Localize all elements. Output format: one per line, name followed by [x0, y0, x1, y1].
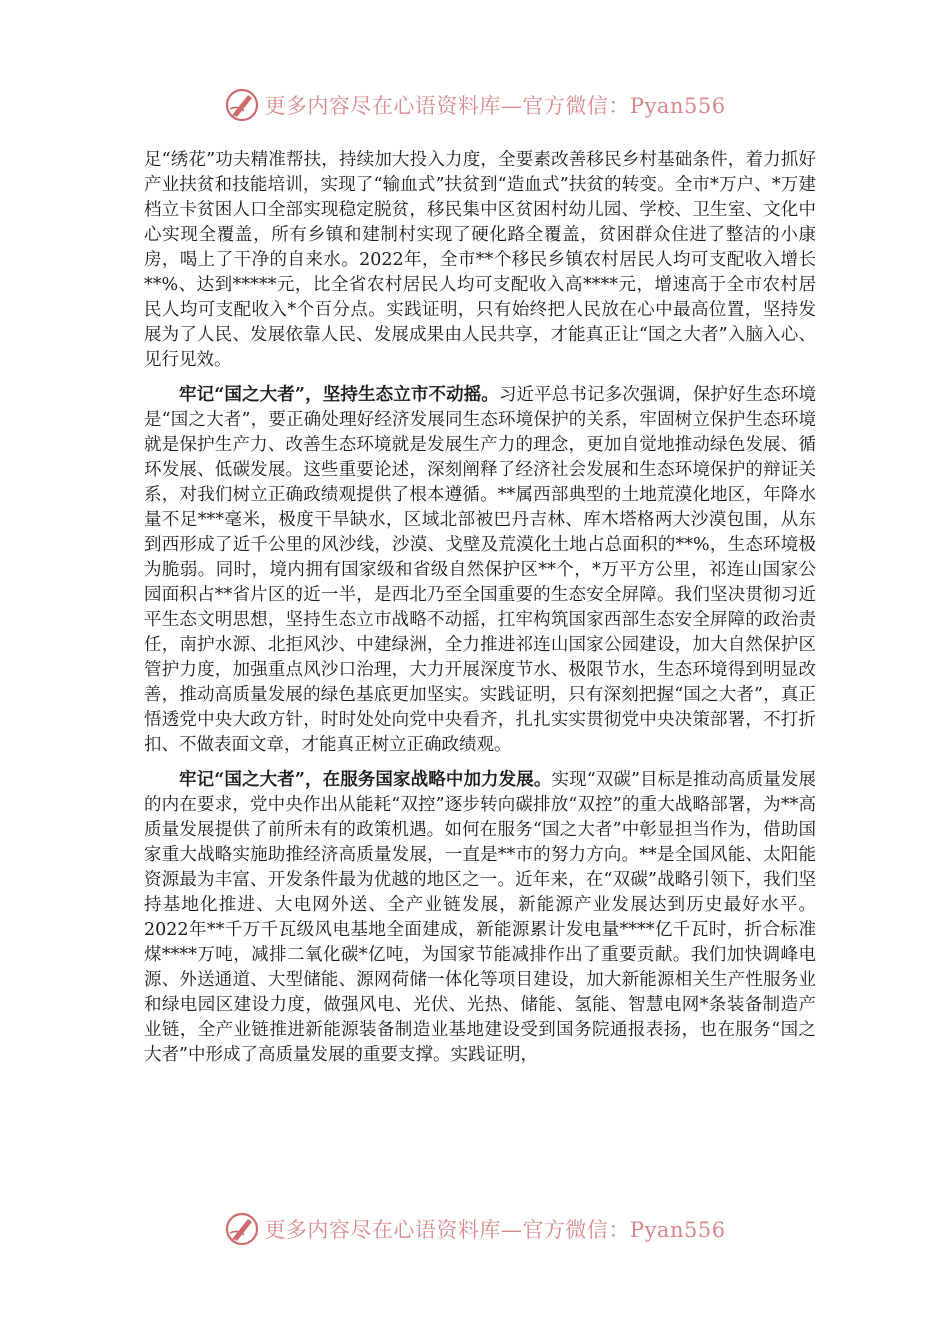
pen-logo-icon	[224, 1211, 260, 1247]
document-body	[144, 148, 816, 1078]
banner-text: 更多内容尽在心语资料库—官方微信：Pyan556	[264, 94, 726, 118]
paragraph-3	[144, 768, 816, 1068]
paragraph-2	[144, 383, 816, 758]
header-banner	[0, 80, 950, 130]
paragraph-2-heading: 牢记“国之大者”，坚持生态立市不动摇。	[179, 385, 499, 405]
banner-text: 更多内容尽在心语资料库—官方微信：Pyan556	[264, 1218, 726, 1242]
pen-logo-icon	[224, 87, 260, 123]
paragraph-1	[144, 148, 816, 373]
paragraph-3-heading: 牢记“国之大者”，在服务国家战略中加力发展。	[179, 770, 552, 790]
footer-banner	[0, 1204, 950, 1254]
paragraph-3-body: 实现“双碳”目标是推动高质量发展的内在要求，党中央作出从能耗“双控”逐步转向碳排放“双控”的重大战略部署，为**高质量发展提供了前所未有的政策机遇。如何在服务“国之大者”中彰显担当作为，借助国家重大战略实施助推经济高质量发展，一直是**市的努力方向。**是全国风能、太阳能资源最为丰富、开发条件最为优越的地区之一。近年来，在“双碳”战略引领下，我们坚持基地化推进、大电网外送、全产业链发展，新能源产业发展达到历史最好水平。2022年**千万千瓦级风电基地全面建成，新能源累计发电量****亿千瓦时，折合标准煤****万吨，减排二氧化碳*亿吨，为国家节能减排作出了重要贡献。我们加快调峰电源、外送通道、大型储能、源网荷储一体化等项目建设，加大新能源相关生产性服务业和绿电园区建设力度，做强风电、光伏、光热、储能、氢能、智慧电网*条装备制造产业链，全产业链推进新能源装备制造业基地建设受到国务院通报表扬，也在服务“国之大者”中形成了高质量发展的重要支撑。实践证明，	[144, 770, 816, 1065]
paragraph-2-body: 习近平总书记多次强调，保护好生态环境是“国之大者”，要正确处理好经济发展同生态环境保护的关系，牢固树立保护生态环境就是保护生产力、改善生态环境就是发展生产力的理念，更加自觉地推动绿色发展、循环发展、低碳发展。这些重要论述，深刻阐释了经济社会发展和生态环境保护的辩证关系，对我们树立正确政绩观提供了根本遵循。**属西部典型的土地荒漠化地区，年降水量不足***毫米，极度干旱缺水，区域北部被巴丹吉林、库木塔格两大沙漠包围，从东到西形成了近千公里的风沙线，沙漠、戈壁及荒漠化土地占总面积的**%，生态环境极为脆弱。同时，境内拥有国家级和省级自然保护区**个，*万平方公里，祁连山国家公园面积占**省片区的近一半，是西北乃至全国重要的生态安全屏障。我们坚决贯彻习近平生态文明思想，坚持生态立市战略不动摇，扛牢构筑国家西部生态安全屏障的政治责任，南护水源、北拒风沙、中建绿洲，全力推进祁连山国家公园建设，加大自然保护区管护力度，加强重点风沙口治理，大力开展深度节水、极限节水，生态环境得到明显改善，推动高质量发展的绿色基底更加坚实。实践证明，只有深刻把握“国之大者”，真正悟透党中央大政方针，时时处处向党中央看齐，扎扎实实贯彻党中央决策部署，不打折扣、不做表面文章，才能真正树立正确政绩观。	[144, 385, 816, 755]
paragraph-1-body: 足“绣花”功夫精准帮扶，持续加大投入力度，全要素改善移民乡村基础条件，着力抓好产业扶贫和技能培训，实现了“输血式”扶贫到“造血式”扶贫的转变。全市*万户、*万建档立卡贫困人口全部实现稳定脱贫，移民集中区贫困村幼儿园、学校、卫生室、文化中心实现全覆盖，所有乡镇和建制村实现了硬化路全覆盖，贫困群众住进了整洁的小康房，喝上了干净的自来水。2022年，全市**个移民乡镇农村居民人均可支配收入增长**%、达到*****元，比全省农村居民人均可支配收入高****元，增速高于全市农村居民人均可支配收入*个百分点。实践证明，只有始终把人民放在心中最高位置，坚持发展为了人民、发展依靠人民、发展成果由人民共享，才能真正让“国之大者”入脑入心、见行见效。	[144, 150, 816, 370]
